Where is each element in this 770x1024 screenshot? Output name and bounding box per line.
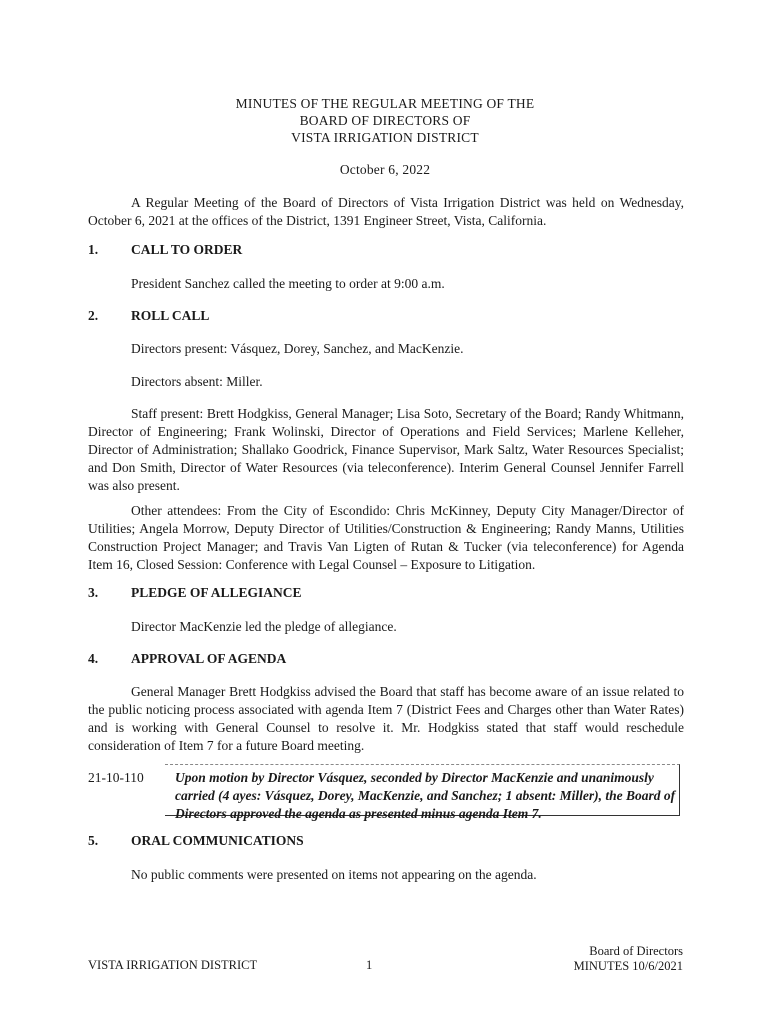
staff-present-paragraph: Staff present: Brett Hodgkiss, General Manager; Lisa Soto, Secretary of the Board; Randy Whitmann, Director of Engineering; Frank Wolinski, Director of Operations and Field Services; Marlene Kelleher, Director of Administration; Shallako Goodrick, Finance Supervisor, Mark Saltz, Water Resources Specialist; and Don Smith, Director of Water Resources (via teleconference). Interim General Counsel Jennifer Farrell was also present. <box>88 406 684 493</box>
directors-present: Directors present: Vásquez, Dorey, Sanchez, and MacKenzie. <box>131 341 464 356</box>
section-5-number: 5. <box>88 833 99 848</box>
section-2-title: ROLL CALL <box>131 308 210 323</box>
section-1-title: CALL TO ORDER <box>131 242 243 257</box>
section-2-number: 2. <box>88 308 99 323</box>
section-4-text: General Manager Brett Hodgkiss advised the Board that staff has become aware of an issue related to the public noticing process associated with agenda Item 7 (District Fees and Charges other than Water Rates) and is working with General Counsel to resolve it. Mr. Hodgkiss stated that staff would reschedule consideration of Item 7 for a future Board meeting. <box>88 684 684 753</box>
section-1-number: 1. <box>88 242 99 257</box>
meeting-date: October 6, 2022 <box>339 162 431 177</box>
section-5-text: No public comments were presented on items not appearing on the agenda. <box>131 867 537 882</box>
footer-minutes-label: MINUTES 10/6/2021 <box>573 959 683 973</box>
footer-board-label: Board of Directors <box>589 944 683 958</box>
section-3-number: 3. <box>88 585 99 600</box>
section-3-title: PLEDGE OF ALLEGIANCE <box>131 585 302 600</box>
footer-district-name: VISTA IRRIGATION DISTRICT <box>88 958 258 972</box>
footer-right-block <box>540 944 683 974</box>
section-3-text: Director MacKenzie led the pledge of allegiance. <box>131 619 397 634</box>
section-5-title: ORAL COMMUNICATIONS <box>131 833 304 848</box>
other-attendees-paragraph: Other attendees: From the City of Escondido: Chris McKinney, Deputy City Manager/Director of Utilities; Angela Morrow, Deputy Director of Utilities/Construction & Engineering; Randy Manns, Utilities Construction Project Manager; and Travis Van Ligten of Rutan & Tucker (via teleconference) for Agenda Item 16, Closed Session: Conference with Legal Counsel – Exposure to Litigation. <box>88 503 684 572</box>
section-1-text: President Sanchez called the meeting to order at 9:00 a.m. <box>131 276 445 291</box>
title-line-3: VISTA IRRIGATION DISTRICT <box>291 130 479 145</box>
title-line-2: BOARD OF DIRECTORS OF <box>299 113 471 128</box>
section-4-number: 4. <box>88 651 99 666</box>
intro-paragraph: A Regular Meeting of the Board of Directors of Vista Irrigation District was held on Wednesday, October 6, 2021 at the offices of the District, 1391 Engineer Street, Vista, California. <box>88 195 684 228</box>
page-number: 1 <box>366 958 373 972</box>
motion-number: 21-10-110 <box>88 770 144 785</box>
directors-absent: Directors absent: Miller. <box>131 374 263 389</box>
title-line-1: MINUTES OF THE REGULAR MEETING OF THE <box>235 96 535 111</box>
section-4-title: APPROVAL OF AGENDA <box>131 651 287 666</box>
motion-box: Upon motion by Director Vásquez, seconded by Director MacKenzie and unanimously carried (4 ayes: Vásquez, Dorey, MacKenzie, and Sanchez; 1 absent: Miller), the Board of Directors approved the agenda as presented minus agenda Item 7. <box>165 764 680 816</box>
